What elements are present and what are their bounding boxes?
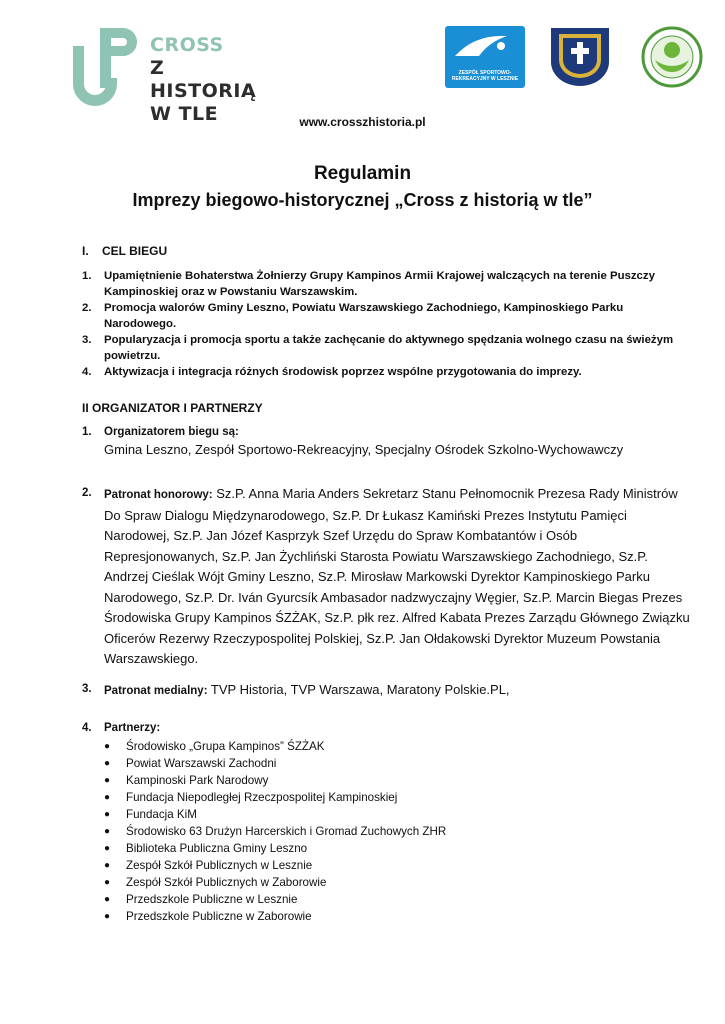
list-item: 2. Promocja walorów Gminy Leszno, Powiatu Warszawskiego Zachodniego, Kampinoskiego Parku Narodowego. (82, 302, 624, 330)
logo-line-1: CROSS (150, 34, 224, 56)
honorary-patronage-item: 2. Patronat honorowy: Sz.P. Anna Maria Anders Sekretarz Stanu Pełnomocnik Prezesa Rady Ministrów Do Spraw Dialogu Międzynarodowego, Sz.P. Dr Łukasz Kamiński Prezes Instytutu Pamięci Narodowej, Sz.P. Jan Józef Kasprzyk Szef Urzędu do Spraw Kombatantów i Osób Represjonowanych, Sz.P. Jan Żychliński Starosta Powiatu Warszawskiego Zachodniego, Sz.P. Andrzej Cieślak Wójt Gminy Leszno, Sz.P. Mirosław Markowski Dyrektor Kampinoskiego Parku Narodowego, Sz.P. Dr. Iván Gyurcsík Ambasador nadzwyczajny Węgier, Sz.P. Marcin Biegas Prezes Środowiska Grupy Kampinos ŚZŻAK, Sz.P. płk rez. Alfred Kabata Prezes Zarządu Głównego Związku Oficerów Rezerwy Rzeczypospolitej Polskiej, Sz.P. Jan Ołdakowski Dyrektor Muzeum Powstania Warszawskiego. (82, 486, 690, 666)
logo-wordmark (150, 34, 270, 126)
partners-label: Partnerzy: (104, 722, 161, 734)
list-item: ● Środowisko „Grupa Kampinos” ŚZŻAK (104, 740, 325, 753)
goals-list (82, 268, 694, 380)
partners-list (104, 738, 446, 925)
section-1-heading: I. CEL BIEGU (82, 244, 168, 258)
organizer-text: Gmina Leszno, Zespół Sportowo-Rekreacyjny, Specjalny Ośrodek Szkolno-Wychowawczy (104, 442, 624, 457)
organizer-item: 1. Organizatorem biegu są: Gmina Leszno, Zespół Sportowo-Rekreacyjny, Specjalny Ośrodek Szkolno-Wychowawczy (82, 426, 692, 461)
honorary-patronage-text: Sz.P. Anna Maria Anders Sekretarz Stanu Pełnomocnik Prezesa Rady Ministrów Do Spraw Dialogu Międzynarodowego, Sz.P. Dr Łukasz Kamiński Prezes Instytutu Pamięci Narodowej, Sz.P. Jan Józef Kasprzyk Szef Urzędu do Spraw Kombatantów i Osób Represjonowanych, Sz.P. Jan Żychliński Starosta Powiatu Warszawskiego Zachodniego, Sz.P. Andrzej Cieślak Wójt Gminy Leszno, Sz.P. Mirosław Markowski Dyrektor Kampinoskiego Parku Narodowego, Sz.P. Dr. Iván Gyurcsík Ambasador nadzwyczajny Węgier, Sz.P. Marcin Biegas Prezes Środowiska Grupy Kampinos ŚZŻAK, Sz.P. płk rez. Alfred Kabata Prezes Zarządu Głównego Związku Oficerów Rezerwy Rzeczypospolitej Polskiej, Sz.P. Jan Ołdakowski Dyrektor Muzeum Powstania Warszawskiego. (104, 486, 690, 666)
logo-line-2: Z HISTORIĄ (150, 57, 257, 102)
website-url: www.crosszhistoria.pl (299, 115, 426, 129)
sosw-round-logo (641, 26, 703, 88)
partners-item: 4. Partnerzy: (82, 722, 692, 734)
list-item: ● Środowisko 63 Drużyn Harcerskich i Gromad Zuchowych ZHR (104, 825, 447, 838)
list-item: ● Zespół Szkół Publicznych w Zaborowie (104, 876, 327, 889)
list-item: ● Biblioteka Publiczna Gminy Leszno (104, 842, 308, 855)
section-2-heading: II ORGANIZATOR I PARTNERZY (82, 401, 263, 415)
cross-z-historia-logo (70, 26, 270, 125)
list-item: 4. Aktywizacja i integracja różnych środowisk poprzez wspólne przygotowania do imprezy. (82, 366, 582, 378)
hands-tree-icon (641, 26, 703, 88)
anchor-logo-icon (70, 26, 148, 112)
media-patronage-text: TVP Historia, TVP Warszawa, Maratony Polskie.PL, (210, 682, 510, 697)
list-item: 1. Upamiętnienie Bohaterstwa Żołnierzy Grupy Kampinos Armii Krajowej walczących na terenie Puszczy Kampinoskiej oraz w Powstaniu Warszawskim. (82, 270, 655, 298)
zsr-leszno-logo (445, 26, 525, 88)
list-item: 3. Popularyzacja i promocja sportu a także zachęcanie do aktywnego spędzania wolnego czasu na świeżym powietrzu. (82, 334, 674, 362)
honorary-patronage-label: Patronat honorowy: (104, 489, 213, 501)
list-item: ● Powiat Warszawski Zachodni (104, 757, 277, 770)
list-item: ● Przedszkole Publiczne w Lesznie (104, 893, 298, 906)
shield-emblem (547, 26, 613, 88)
list-item: ● Fundacja KiM (104, 808, 197, 821)
list-item: ● Przedszkole Publiczne w Zaborowie (104, 910, 312, 923)
runner-icon (445, 26, 525, 66)
organizer-label: Organizatorem biegu są: (104, 426, 239, 438)
document-subtitle: Imprezy biegowo-historycznej „Cross z historią w tle” (132, 190, 593, 210)
list-item: ● Zespół Szkół Publicznych w Lesznie (104, 859, 313, 872)
list-item: ● Kampinoski Park Narodowy (104, 774, 269, 787)
media-patronage-item: 3. Patronat medialny: TVP Historia, TVP Warszawa, Maratony Polskie.PL, (82, 682, 510, 697)
list-item: ● Fundacja Niepodległej Rzeczpospolitej Kampinoskiej (104, 791, 398, 804)
zsr-badge-text: ZESPÓŁ SPORTOWO-REKREACYJNY W LESZNIE (451, 70, 519, 82)
logo-line-3: W TLE (150, 103, 219, 125)
document-title: Regulamin (313, 163, 412, 184)
media-patronage-label: Patronat medialny: (104, 685, 208, 697)
shield-icon (547, 26, 613, 88)
